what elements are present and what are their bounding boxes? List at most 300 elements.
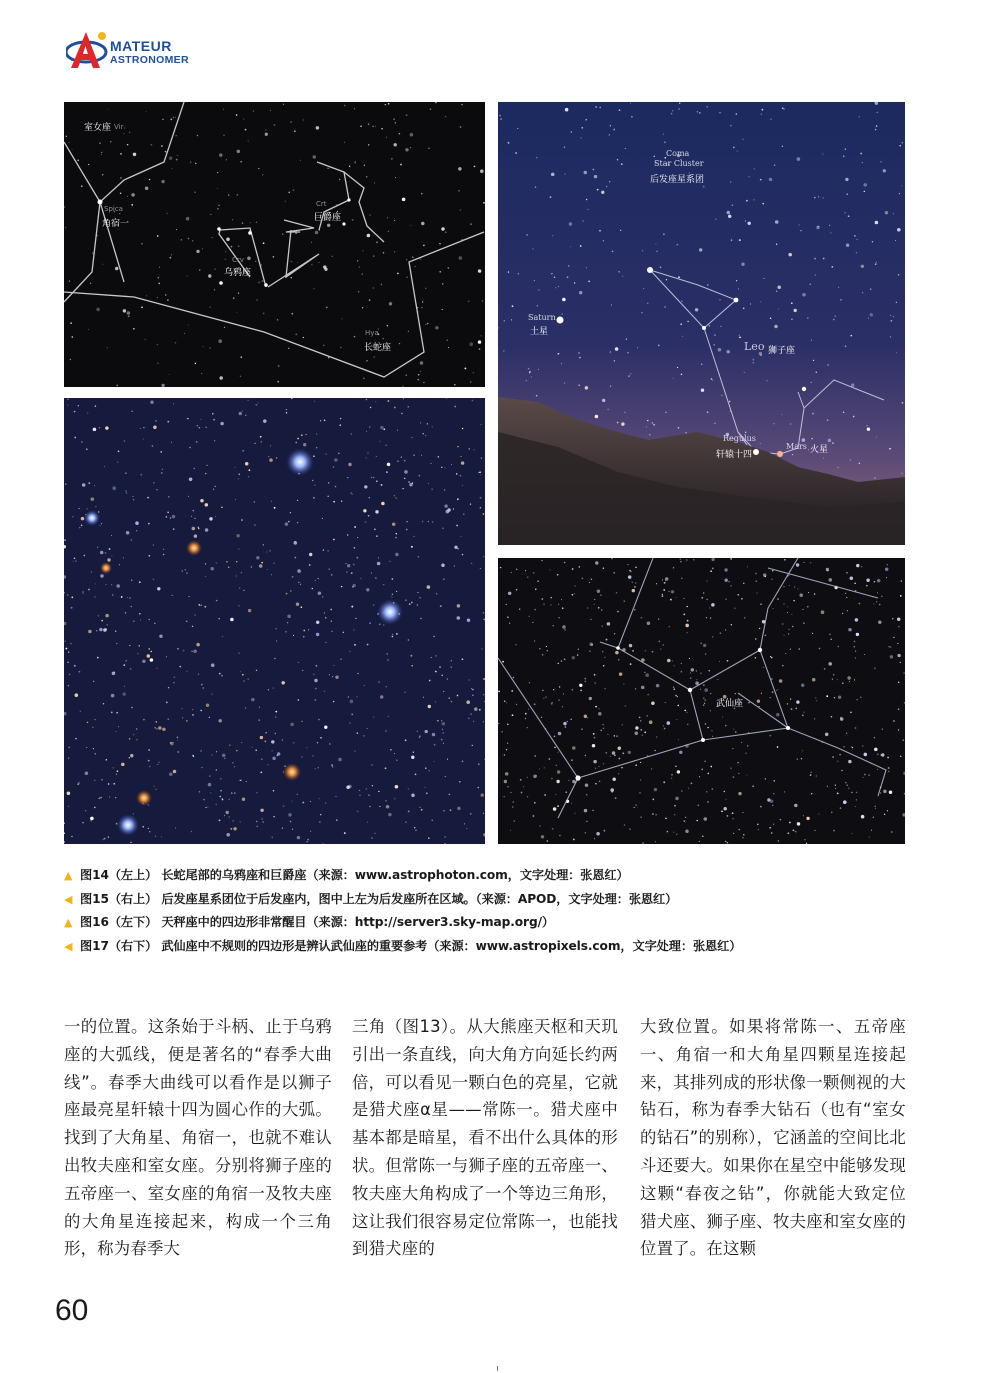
star	[799, 593, 803, 597]
star	[92, 252, 94, 254]
star	[556, 765, 557, 766]
star	[153, 545, 154, 546]
star	[196, 643, 200, 647]
star	[256, 299, 258, 301]
star	[763, 278, 764, 279]
star	[407, 406, 409, 408]
star	[371, 477, 373, 479]
star	[195, 163, 197, 165]
star	[255, 404, 257, 406]
star	[604, 830, 606, 832]
star	[454, 546, 457, 549]
star	[850, 711, 852, 713]
star	[539, 768, 540, 769]
star	[333, 665, 334, 666]
star	[649, 434, 650, 435]
star	[366, 360, 368, 362]
star	[724, 807, 727, 810]
star	[611, 304, 612, 305]
star	[351, 493, 352, 494]
star	[290, 261, 292, 263]
star	[177, 155, 178, 156]
star	[256, 556, 259, 559]
star	[148, 749, 150, 751]
star	[541, 835, 544, 838]
star	[533, 775, 536, 778]
star	[582, 578, 584, 580]
star	[730, 181, 731, 182]
star	[603, 240, 604, 241]
star	[368, 795, 369, 796]
star	[166, 656, 167, 657]
fig14-label-spica-en: Spica	[104, 205, 123, 213]
star	[188, 324, 189, 325]
star	[282, 739, 284, 741]
star	[255, 261, 256, 262]
star	[621, 767, 622, 768]
star	[704, 688, 708, 692]
star	[672, 660, 673, 661]
star	[572, 594, 574, 596]
star	[405, 599, 407, 601]
star	[748, 176, 749, 177]
star	[420, 422, 421, 423]
star	[186, 720, 188, 722]
star	[757, 700, 760, 703]
star	[791, 318, 793, 320]
star	[78, 671, 80, 673]
star	[793, 600, 795, 602]
star	[387, 400, 389, 402]
star	[329, 674, 330, 675]
star	[99, 427, 100, 428]
star	[837, 679, 838, 680]
star	[478, 763, 479, 764]
star	[332, 766, 334, 768]
star	[687, 606, 688, 607]
body-column-1: 一的位置。这条始于斗柄、止于乌鸦座的大弧线，便是著名的“春季大曲线”。春季大曲线可以看作是以狮子座最亮星轩辕十四为圆心作的大弧。找到了大角星、角宿一，也就不难认出牧夫座和室女座。分别将狮子座的五帝座一、室女座的角宿一及牧夫座的大角星连接起来，构成一个三角形，称为春季大	[64, 1017, 332, 1259]
star	[595, 415, 599, 419]
star	[679, 751, 682, 754]
star	[537, 581, 538, 582]
star	[236, 561, 237, 562]
star	[664, 306, 665, 307]
star	[66, 136, 67, 137]
star	[618, 773, 619, 774]
star	[78, 782, 80, 784]
star	[131, 410, 133, 412]
star	[399, 133, 401, 135]
star	[695, 681, 699, 685]
star	[810, 774, 812, 776]
star	[754, 168, 755, 169]
star	[770, 697, 771, 698]
star	[405, 148, 408, 151]
star	[529, 371, 530, 372]
star	[564, 659, 566, 661]
star	[129, 132, 130, 133]
star	[790, 423, 791, 424]
star	[589, 650, 591, 652]
star	[685, 817, 686, 818]
star	[417, 604, 419, 606]
star	[173, 682, 174, 683]
star	[290, 723, 294, 727]
star	[240, 376, 241, 377]
star	[322, 596, 323, 597]
star	[374, 833, 375, 834]
star	[108, 109, 109, 110]
star	[167, 421, 169, 423]
star	[186, 620, 188, 622]
star	[213, 419, 215, 421]
star	[744, 372, 745, 373]
star	[658, 345, 660, 347]
star	[331, 620, 333, 622]
star	[710, 617, 711, 618]
star	[316, 621, 319, 624]
star	[745, 220, 746, 221]
star	[667, 831, 669, 833]
star	[730, 558, 732, 560]
star	[598, 766, 599, 767]
star	[133, 620, 135, 622]
star	[124, 440, 125, 441]
star	[149, 179, 150, 180]
star	[95, 753, 96, 754]
star	[704, 817, 708, 821]
star	[500, 118, 502, 120]
star	[78, 405, 79, 406]
star	[201, 605, 202, 606]
star	[798, 648, 800, 650]
star	[150, 651, 151, 652]
star	[263, 242, 265, 244]
star	[111, 535, 112, 536]
star	[709, 607, 710, 608]
star	[771, 579, 772, 580]
star	[851, 792, 852, 793]
star	[834, 697, 835, 698]
star	[761, 693, 762, 694]
star	[251, 566, 252, 567]
star	[729, 401, 731, 403]
star	[674, 805, 676, 807]
fig15-label-mars-en: Mars	[786, 442, 807, 451]
star	[572, 568, 574, 570]
star	[864, 191, 866, 193]
star	[287, 615, 291, 619]
star	[860, 153, 862, 155]
star	[231, 792, 232, 793]
star	[236, 194, 238, 196]
star	[88, 630, 92, 634]
star	[168, 496, 169, 497]
star	[215, 268, 216, 269]
star	[344, 142, 345, 143]
star	[737, 762, 739, 764]
star	[169, 772, 172, 775]
star	[316, 447, 317, 448]
star	[77, 160, 79, 162]
star	[74, 665, 76, 667]
star	[242, 410, 243, 411]
star	[103, 839, 104, 840]
star	[394, 251, 395, 252]
star	[554, 276, 556, 278]
star	[202, 248, 203, 249]
star	[318, 719, 319, 720]
star	[611, 558, 613, 559]
star	[247, 678, 249, 680]
star	[405, 821, 406, 822]
star	[642, 842, 644, 844]
star	[629, 828, 630, 829]
star	[296, 603, 299, 606]
star	[553, 625, 554, 626]
star	[347, 477, 348, 478]
triangle-up-icon: ▲	[64, 916, 73, 929]
star	[224, 815, 225, 816]
star	[331, 631, 332, 632]
star	[772, 608, 773, 609]
star	[640, 779, 641, 780]
star	[791, 302, 793, 304]
star	[613, 129, 615, 131]
star	[462, 428, 463, 429]
caption-text: 图14（左上） 长蛇尾部的乌鸦座和巨爵座（来源：www.astrophoton.com，文字处理：张恩红）	[80, 868, 629, 882]
star	[286, 593, 288, 595]
star	[527, 576, 529, 578]
star	[191, 516, 192, 517]
star	[511, 319, 512, 320]
star	[792, 454, 793, 455]
star	[194, 192, 195, 193]
star	[348, 463, 351, 466]
star	[733, 728, 734, 729]
star	[355, 618, 356, 619]
star	[193, 649, 197, 653]
star	[635, 804, 636, 805]
star	[344, 832, 346, 834]
star	[516, 569, 518, 571]
star	[173, 403, 174, 404]
star	[68, 757, 70, 759]
star	[737, 594, 739, 596]
star	[539, 825, 540, 826]
star	[157, 344, 158, 345]
star	[510, 792, 511, 793]
star	[72, 516, 73, 517]
star	[719, 299, 720, 300]
star	[624, 600, 625, 601]
star	[105, 426, 108, 429]
star	[472, 689, 474, 691]
star	[84, 555, 86, 557]
star	[80, 711, 81, 712]
star	[418, 311, 419, 312]
star	[770, 656, 771, 657]
star	[297, 500, 298, 501]
star	[314, 401, 315, 402]
star	[96, 630, 97, 631]
star	[159, 634, 162, 637]
star	[561, 599, 562, 600]
star	[797, 588, 798, 589]
star	[294, 130, 296, 132]
star	[457, 695, 459, 697]
star	[183, 650, 185, 652]
star	[833, 830, 835, 832]
star	[457, 604, 460, 607]
star	[563, 722, 566, 725]
star	[451, 464, 452, 465]
star	[200, 710, 202, 712]
star	[388, 103, 390, 105]
star	[458, 167, 461, 170]
star	[614, 754, 616, 756]
star	[367, 728, 368, 729]
star	[445, 116, 446, 117]
star	[415, 830, 416, 831]
fig15-label-coma-cluster: 后发座星系团	[650, 175, 705, 185]
star	[812, 678, 816, 682]
star	[473, 721, 474, 722]
star	[521, 792, 523, 794]
star	[313, 155, 316, 158]
star	[529, 372, 530, 373]
star	[498, 691, 500, 693]
star	[192, 709, 193, 710]
star	[556, 780, 559, 783]
star	[724, 568, 727, 571]
star	[128, 315, 130, 317]
star	[372, 785, 373, 786]
star	[851, 833, 852, 834]
star	[367, 452, 368, 453]
star	[410, 133, 414, 137]
star	[850, 459, 851, 460]
star	[242, 222, 244, 224]
star	[277, 381, 279, 383]
star	[420, 371, 422, 373]
star	[730, 585, 732, 587]
star	[203, 346, 204, 347]
star	[198, 528, 200, 530]
star	[94, 807, 96, 809]
star	[814, 593, 816, 595]
star	[519, 608, 520, 609]
star	[577, 654, 579, 656]
star	[470, 713, 471, 714]
star	[333, 539, 335, 541]
star	[153, 482, 154, 483]
star	[372, 126, 373, 127]
star	[898, 682, 900, 684]
star	[404, 470, 408, 474]
star	[586, 199, 588, 201]
star	[195, 363, 196, 364]
star	[596, 832, 600, 836]
star	[325, 617, 327, 619]
star	[890, 791, 891, 792]
star	[760, 354, 762, 356]
star	[532, 815, 534, 817]
star	[695, 308, 698, 311]
star	[201, 373, 202, 374]
star	[536, 395, 538, 397]
star	[874, 748, 878, 752]
star	[425, 730, 428, 733]
star	[731, 624, 732, 625]
star	[242, 798, 245, 801]
star	[771, 657, 773, 659]
star	[774, 164, 775, 165]
star	[671, 590, 674, 593]
star	[149, 831, 150, 832]
star	[893, 213, 894, 214]
star	[218, 204, 220, 206]
star	[635, 582, 636, 583]
star	[374, 182, 375, 183]
star	[316, 665, 318, 667]
star	[425, 767, 426, 768]
star	[443, 691, 444, 692]
star	[825, 733, 828, 736]
star	[482, 513, 484, 515]
star	[181, 239, 182, 240]
star	[765, 635, 767, 637]
star	[756, 581, 757, 582]
star	[243, 590, 244, 591]
star	[848, 788, 850, 790]
star	[94, 596, 95, 597]
star	[612, 791, 613, 792]
star	[163, 554, 165, 556]
star	[902, 142, 903, 143]
star	[656, 684, 660, 688]
star	[874, 477, 876, 479]
star	[470, 813, 471, 814]
star	[595, 561, 598, 564]
star	[141, 306, 143, 308]
star	[145, 339, 146, 340]
star	[481, 457, 482, 458]
star	[619, 672, 623, 676]
star	[116, 584, 120, 588]
star	[550, 569, 551, 570]
star	[864, 654, 865, 655]
star	[140, 428, 141, 429]
star	[903, 772, 905, 776]
star	[792, 626, 794, 628]
star	[117, 462, 118, 463]
star	[564, 174, 565, 175]
star	[203, 687, 204, 688]
star	[675, 695, 677, 697]
star	[133, 328, 135, 330]
star	[176, 229, 177, 230]
star	[643, 288, 644, 289]
star	[101, 152, 102, 153]
star	[573, 838, 574, 839]
star	[393, 119, 394, 120]
star	[186, 671, 187, 672]
star	[380, 695, 383, 698]
star	[856, 252, 857, 253]
star	[461, 461, 464, 464]
star	[276, 457, 278, 459]
